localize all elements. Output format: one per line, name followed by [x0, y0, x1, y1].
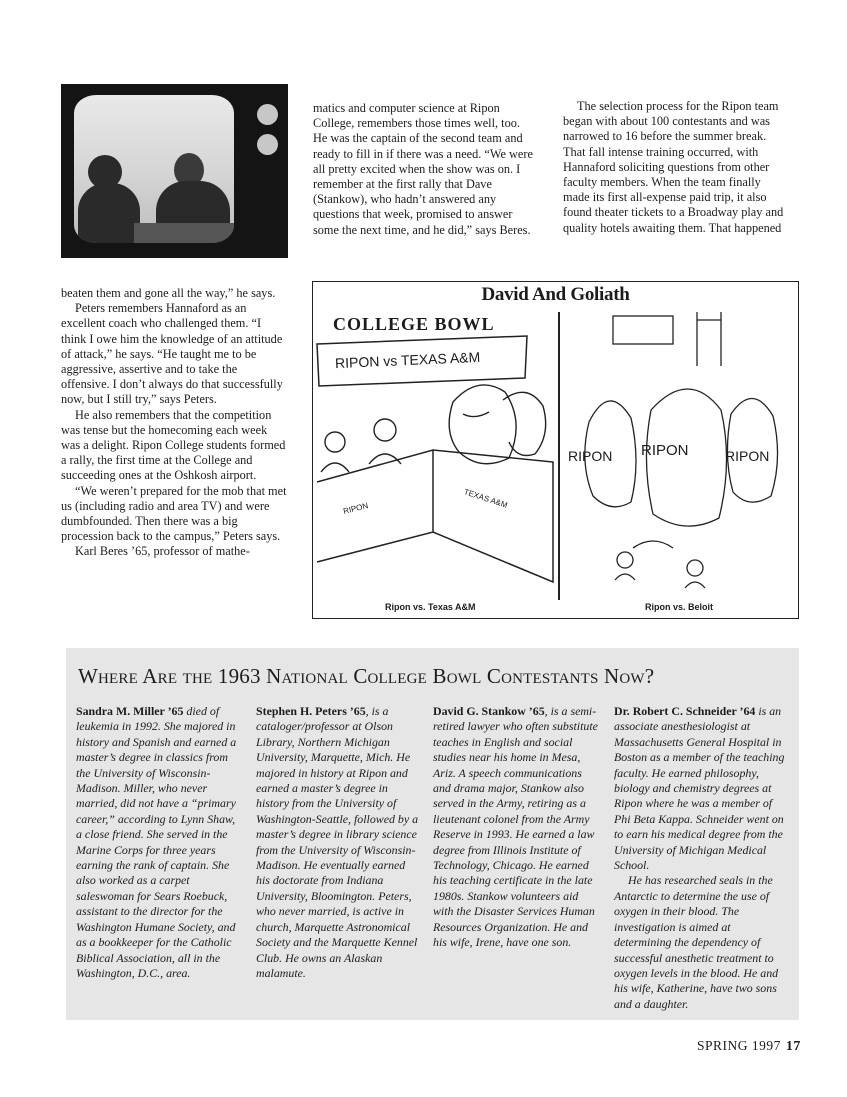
shirt-label: RIPON: [725, 448, 770, 464]
paragraph: Karl Beres ’65, professor of mathe-: [75, 544, 250, 559]
contestant-name: Sandra M. Miller ’65: [76, 704, 184, 718]
contestant-name: Stephen H. Peters ’65: [256, 704, 366, 718]
tv-screen: [74, 95, 234, 243]
tv-knob: [257, 104, 278, 125]
contestant-bio: is an associate anesthesiologist at Massachusetts General Hospital in Boston as a member of the teaching faculty. He earned philosophy, biology and chemistry degrees at Ripon where he was a member of Phi Beta Kappa. Schneider went on to earn his medical degree from the University of Michigan Medical School.: [614, 704, 785, 873]
caption-right: Ripon vs. Beloit: [645, 602, 714, 612]
contestant-bio-continued: He has researched seals in the Antarctic to determine the use of oxygen in their blood. The investigation is aimed at determining the dependency of successful anesthetic treatment to oxygen levels in the blood. He and his wife, Katherine, have two sons and a daughter.: [614, 873, 779, 1011]
shirt-label: RIPON: [641, 442, 689, 459]
sidebar-heading: Where Are the 1963 National College Bowl Contestants Now?: [78, 664, 655, 688]
paragraph: The selection process for the Ripon team began with about 100 contestants and was narrowed to 16 before the summer break. That fall intense training occurred, with Hannaford soliciting questions from other faculty members. When the team finally made its first all-expense paid trip, it also found theater tickets to a Broadway play and quality hotels awaiting them. That happened: [563, 99, 784, 235]
contestant-bio: , is a cataloger/professor at Olson Library, Northern Michigan University, Marquette, Mich. He majored in history at Ripon and earned a master’s degree in history from the University of Washington-Seattle, followed by a master’s degree in library science from the University of Wisconsin-Madison. He eventually earned his doctorate from Indiana University, Bloomington. Peters, who never married, is active in church, Marquette Astronomical Society and the Marquette Kennel Club. He owns an Alaskan malamute.: [256, 704, 419, 980]
desk-label-texas: TEXAS A&M: [462, 487, 509, 510]
shirt-label: RIPON: [568, 448, 613, 464]
article-column-1: [61, 286, 287, 560]
banner-text: RIPON vs TEXAS A&M: [334, 348, 481, 372]
cartoon-illustration: [312, 281, 799, 619]
tv-knob: [257, 134, 278, 155]
paragraph: beaten them and gone all the way,” he says.: [61, 286, 276, 300]
contestant-entry: [76, 704, 242, 981]
paragraph: He also remembers that the competition was tense but the homecoming each week was a delight. Ripon College students formed a rally, the first time at the College and succeeding ones at the Oshkosh airport.: [61, 407, 286, 483]
contestants-sidebar: [66, 648, 799, 1020]
contestant-name: David G. Stankow ’65: [433, 704, 545, 718]
contestant-column: [614, 704, 790, 1012]
contestant-column: [256, 704, 422, 981]
contestant-entry: [433, 704, 599, 951]
cartoon-title: David And Goliath: [481, 284, 630, 305]
contestant-bio: died of leukemia in 1992. She majored in history and Spanish and earned a master’s degree in classics from the University of Wisconsin-Madison. Miller, who never married, did not have a “primary career,” according to Lynn Shaw, a close friend. She served in the Marine Corps for three years earning the rank of captain. She also worked as a carpet saleswoman for Sears Roebuck, assistant to the director for the Washington Humane Society, and as a bookkeeper for the Catholic Biblical Association, all in the Washington, D.C., area.: [76, 704, 237, 980]
page-number: 17: [785, 1039, 801, 1054]
paragraph: “We weren’t prepared for the mob that met us (including radio and area TV) and were dumbfounded. Then there was a big procession back to the campus,” Peters says.: [61, 483, 287, 544]
contestant-entry: [256, 704, 422, 981]
article-column-3: [563, 99, 785, 236]
article-column-2: [313, 101, 535, 238]
page-footer: [697, 1038, 801, 1055]
contestant-name: Dr. Robert C. Schneider ’64: [614, 704, 756, 718]
college-bowl-logo: COLLEGE BOWL: [333, 314, 495, 334]
contestant-column: [76, 704, 242, 981]
contestant-bio: , is a semi-retired lawyer who often substitute teaches in English and social studies near his home in Mesa, Ariz. A speech communications and drama major, Stankow also served in the Army, retiring as a lieutenant colonel from the Army Reserve in 1993. He earned a law degree from Illinois Institute of Technology, Chicago. He earned his teaching certificate in the late 1980s. Stankow volunteers aid with the Disaster Services Human Resources Organization. He and his wife, Irene, have one son.: [433, 704, 598, 950]
contestant-entry: [614, 704, 790, 873]
issue-season: SPRING 1997: [697, 1038, 781, 1053]
desk-label-ripon: RIPON: [342, 501, 370, 516]
contestant-column: [433, 704, 599, 951]
paragraph: Peters remembers Hannaford as an excellent coach who challenged them. “I think I owe him the knowledge of an attitude of attack,” he says. “He taught me to be aggressive, assertive and to take the offensive. I don’t always do that successfully now, but I still try,” says Peters.: [61, 301, 283, 407]
paragraph: matics and computer science at Ripon College, remembers those times well, too. He was the captain of the second team and ready to fill in if there was a need. “We were all pretty excited when the show was on. I remember at the first rally that Dave (Stankow), who hadn’t answered any questions that week, promised to answer some the next time, and he did,” says Beres.: [313, 101, 533, 237]
caption-left: Ripon vs. Texas A&M: [385, 602, 476, 612]
tv-photo: [61, 84, 288, 258]
